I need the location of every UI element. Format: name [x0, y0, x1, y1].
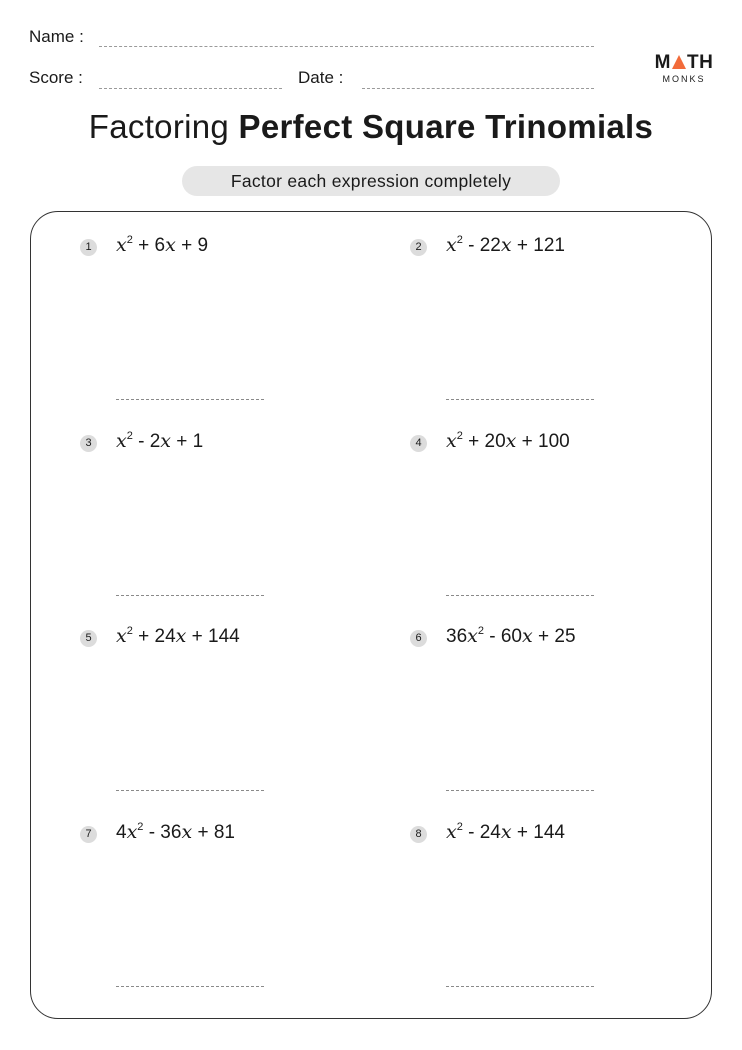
expression-term: - 22 — [462, 235, 501, 256]
problem-expression — [116, 430, 203, 453]
problem-number-badge: 6 — [410, 630, 427, 647]
answer-line[interactable] — [116, 595, 264, 596]
logo-subtext: MONKS — [662, 74, 706, 84]
expression-term: + 100 — [516, 431, 570, 452]
problem-expression — [116, 234, 208, 257]
expression-term: - 24 — [462, 822, 501, 843]
variable: x — [116, 234, 127, 256]
variable: x — [181, 821, 193, 843]
variable: x — [160, 430, 172, 452]
variable: x — [446, 430, 457, 452]
problem-number-badge: 3 — [80, 435, 97, 452]
expression-term: + 121 — [511, 235, 565, 256]
expression-term: + 144 — [186, 626, 240, 647]
variable: x — [500, 234, 512, 256]
score-field[interactable] — [99, 88, 282, 89]
exponent: 2 — [126, 234, 133, 246]
variable: x — [446, 234, 457, 256]
worksheet-title: Factoring Perfect Square Trinomials — [88, 108, 654, 145]
exponent: 2 — [477, 625, 484, 637]
date-label: Date : — [298, 68, 344, 87]
problem-number-badge: 5 — [80, 630, 97, 647]
problem-number-badge: 4 — [410, 435, 427, 452]
variable: x — [522, 625, 533, 647]
answer-line[interactable] — [446, 399, 594, 400]
expression-term: 36 — [446, 626, 468, 647]
name-field[interactable] — [99, 46, 594, 47]
exponent: 2 — [456, 430, 463, 442]
variable: x — [175, 625, 187, 647]
problem-expression — [446, 821, 565, 844]
math-monks-logo — [652, 52, 716, 84]
variable: x — [500, 821, 512, 843]
answer-line[interactable] — [446, 595, 594, 596]
expression-term: - 60 — [483, 626, 523, 647]
exponent: 2 — [126, 625, 133, 637]
variable: x — [126, 821, 138, 843]
exponent: 2 — [456, 234, 463, 246]
expression-term: + 24 — [132, 626, 176, 647]
problem-expression — [446, 430, 570, 453]
name-label: Name : — [29, 27, 84, 46]
expression-term: 4 — [116, 822, 127, 843]
expression-term: + 1 — [171, 431, 204, 452]
answer-line[interactable] — [446, 790, 594, 791]
answer-line[interactable] — [116, 790, 264, 791]
problem-expression — [446, 625, 576, 648]
expression-term: + 20 — [462, 431, 506, 452]
variable: x — [505, 430, 517, 452]
problems-card — [30, 211, 712, 1019]
variable: x — [116, 625, 127, 647]
date-field[interactable] — [362, 88, 594, 89]
exponent: 2 — [137, 821, 144, 833]
problem-number-badge: 2 — [410, 239, 427, 256]
triangle-icon — [672, 55, 686, 69]
expression-term: + 81 — [192, 822, 235, 843]
problem-expression — [446, 234, 565, 257]
variable: x — [446, 821, 457, 843]
expression-term: + 9 — [175, 235, 209, 256]
expression-term: + 144 — [511, 822, 565, 843]
expression-term: + 25 — [532, 626, 576, 647]
exponent: 2 — [456, 821, 463, 833]
expression-term: + 6 — [132, 235, 166, 256]
variable: x — [467, 625, 478, 647]
answer-line[interactable] — [446, 986, 594, 987]
expression-term: - 36 — [143, 822, 182, 843]
instruction-banner: Factor each expression completely — [182, 166, 560, 196]
answer-line[interactable] — [116, 399, 264, 400]
problem-expression — [116, 625, 240, 648]
score-label: Score : — [29, 68, 83, 87]
answer-line[interactable] — [116, 986, 264, 987]
exponent: 2 — [126, 430, 133, 442]
variable: x — [165, 234, 176, 256]
variable: x — [116, 430, 127, 452]
problem-number-badge: 7 — [80, 826, 97, 843]
logo-wordmark: M TH — [654, 52, 714, 73]
problem-number-badge: 8 — [410, 826, 427, 843]
expression-term: - 2 — [132, 431, 161, 452]
problem-expression — [116, 821, 235, 844]
problem-number-badge: 1 — [80, 239, 97, 256]
